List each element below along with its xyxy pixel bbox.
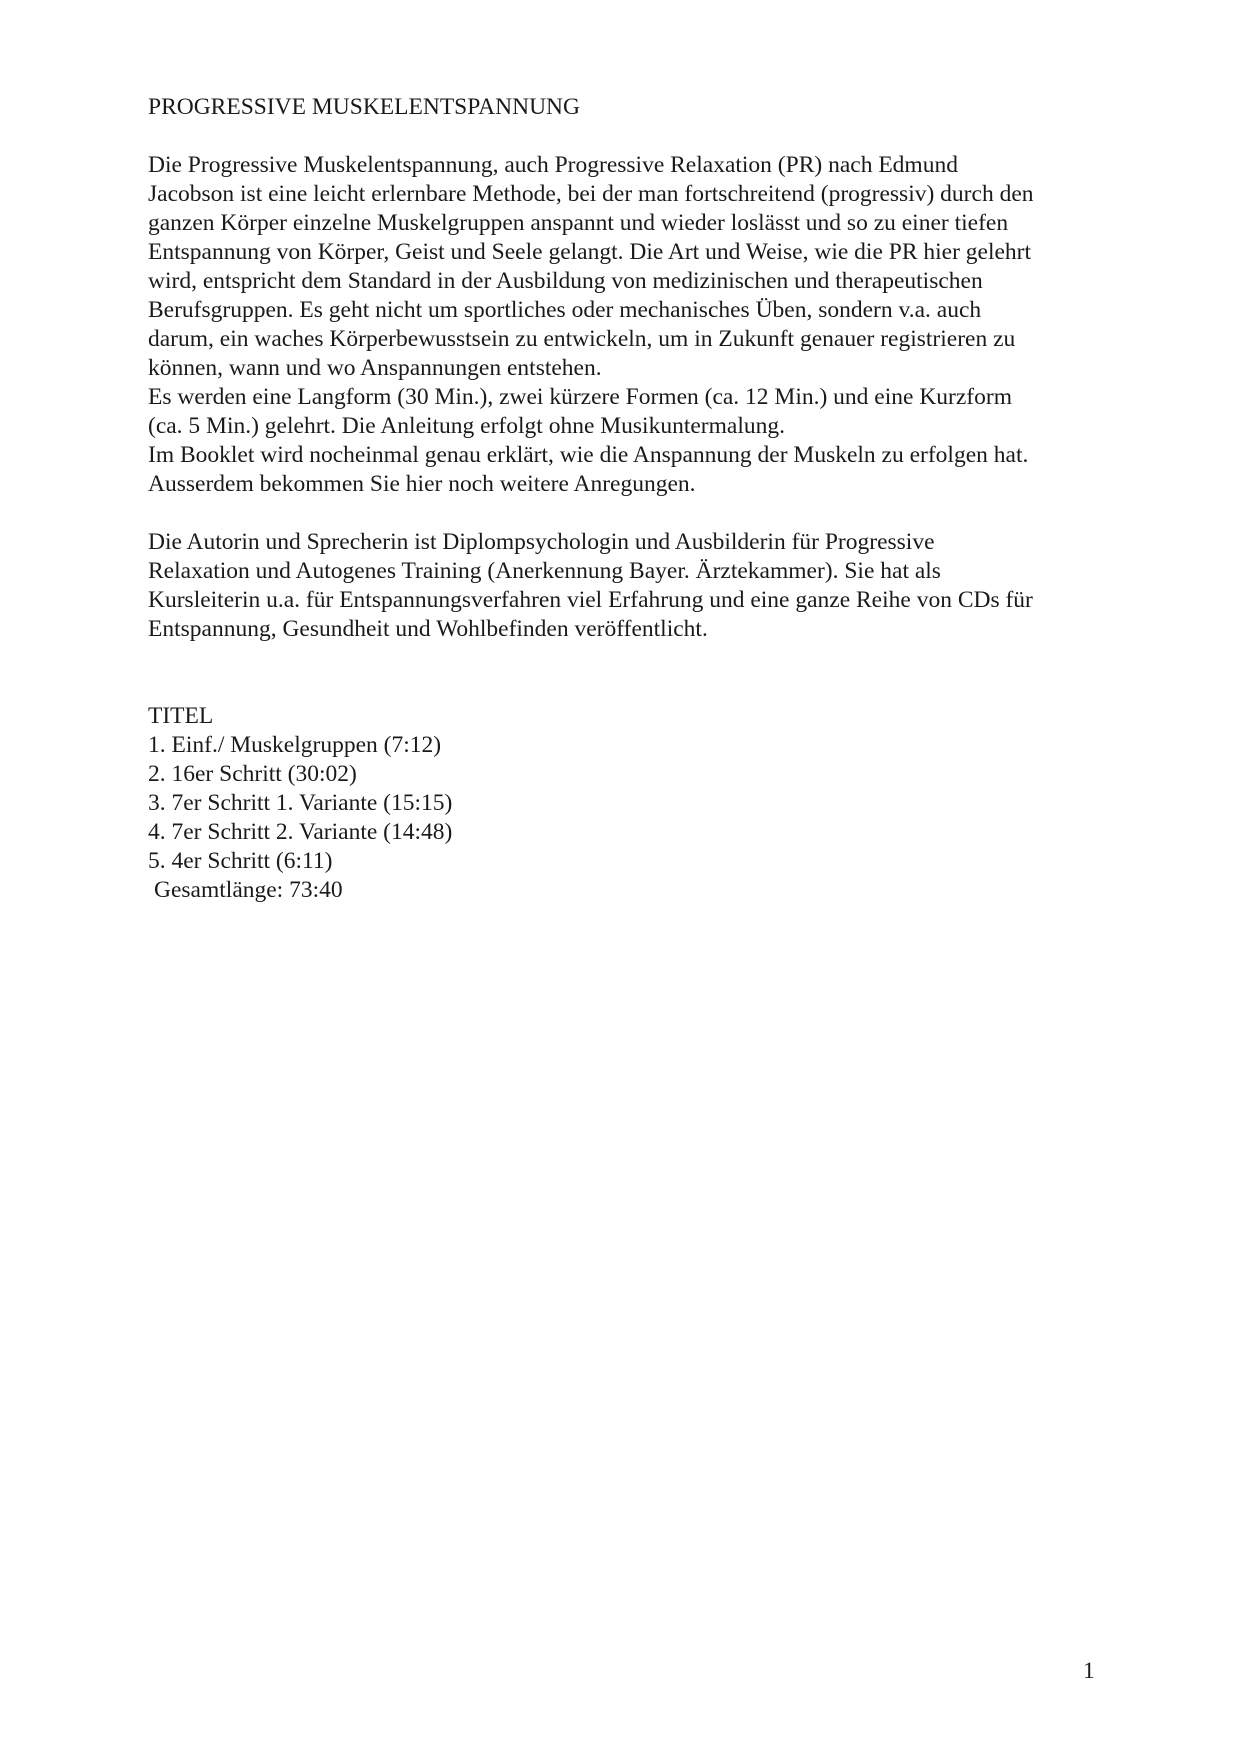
track-item: 4. 7er Schritt 2. Variante (14:48) [148, 819, 453, 845]
tracklist-heading: TITEL [148, 703, 214, 729]
paragraph-line: Im Booklet wird nocheinmal genau erklärt, wie die Anspannung der Muskeln zu erfolgen hat. [148, 442, 1029, 468]
paragraph-line: Die Progressive Muskelentspannung, auch Progressive Relaxation (PR) nach Edmund [148, 152, 958, 178]
intro-paragraph [148, 151, 1108, 499]
spacer [148, 644, 1108, 702]
track-item: 1. Einf./ Muskelgruppen (7:12) [148, 732, 442, 758]
paragraph-line: Relaxation und Autogenes Training (Anerkennung Bayer. Ärztekammer). Sie hat als [148, 558, 941, 584]
paragraph-line: Entspannung, Gesundheit und Wohlbefinden veröffentlicht. [148, 616, 708, 642]
paragraph-line: Jacobson ist eine leicht erlernbare Methode, bei der man fortschreitend (progressiv) durch den [148, 181, 1034, 207]
page-number: 1 [1083, 1658, 1095, 1684]
paragraph-line: darum, ein waches Körperbewusstsein zu entwickeln, um in Zukunft genauer registrieren zu [148, 326, 1016, 352]
tracklist [148, 702, 1108, 905]
document-body [148, 93, 1108, 905]
paragraph-line: Kursleiterin u.a. für Entspannungsverfahren viel Erfahrung und eine ganze Reihe von CDs für [148, 587, 1033, 613]
paragraph-line: Berufsgruppen. Es geht nicht um sportliches oder mechanisches Üben, sondern v.a. auch [148, 297, 982, 323]
author-paragraph [148, 528, 1108, 644]
paragraph-line: Die Autorin und Sprecherin ist Diplompsychologin und Ausbilderin für Progressive [148, 529, 935, 555]
track-item: 3. 7er Schritt 1. Variante (15:15) [148, 790, 453, 816]
spacer [148, 499, 1108, 528]
track-item: 2. 16er Schritt (30:02) [148, 761, 357, 787]
paragraph-line: können, wann und wo Anspannungen entstehen. [148, 355, 602, 381]
paragraph-line: wird, entspricht dem Standard in der Ausbildung von medizinischen und therapeutischen [148, 268, 983, 294]
paragraph-line: Ausserdem bekommen Sie hier noch weitere Anregungen. [148, 471, 696, 497]
paragraph-line: Es werden eine Langform (30 Min.), zwei kürzere Formen (ca. 12 Min.) und eine Kurzform [148, 384, 1012, 410]
track-item: 5. 4er Schritt (6:11) [148, 848, 333, 874]
spacer [148, 122, 1108, 151]
paragraph-line: Entspannung von Körper, Geist und Seele gelangt. Die Art und Weise, wie die PR hier gelehrt [148, 239, 1032, 265]
paragraph-line: (ca. 5 Min.) gelehrt. Die Anleitung erfolgt ohne Musikuntermalung. [148, 413, 785, 439]
paragraph-line: ganzen Körper einzelne Muskelgruppen anspannt und wieder loslässt und so zu einer tiefen [148, 210, 1009, 236]
document-heading: PROGRESSIVE MUSKELENTSPANNUNG [148, 94, 580, 120]
total-duration: Gesamtlänge: 73:40 [154, 877, 343, 903]
